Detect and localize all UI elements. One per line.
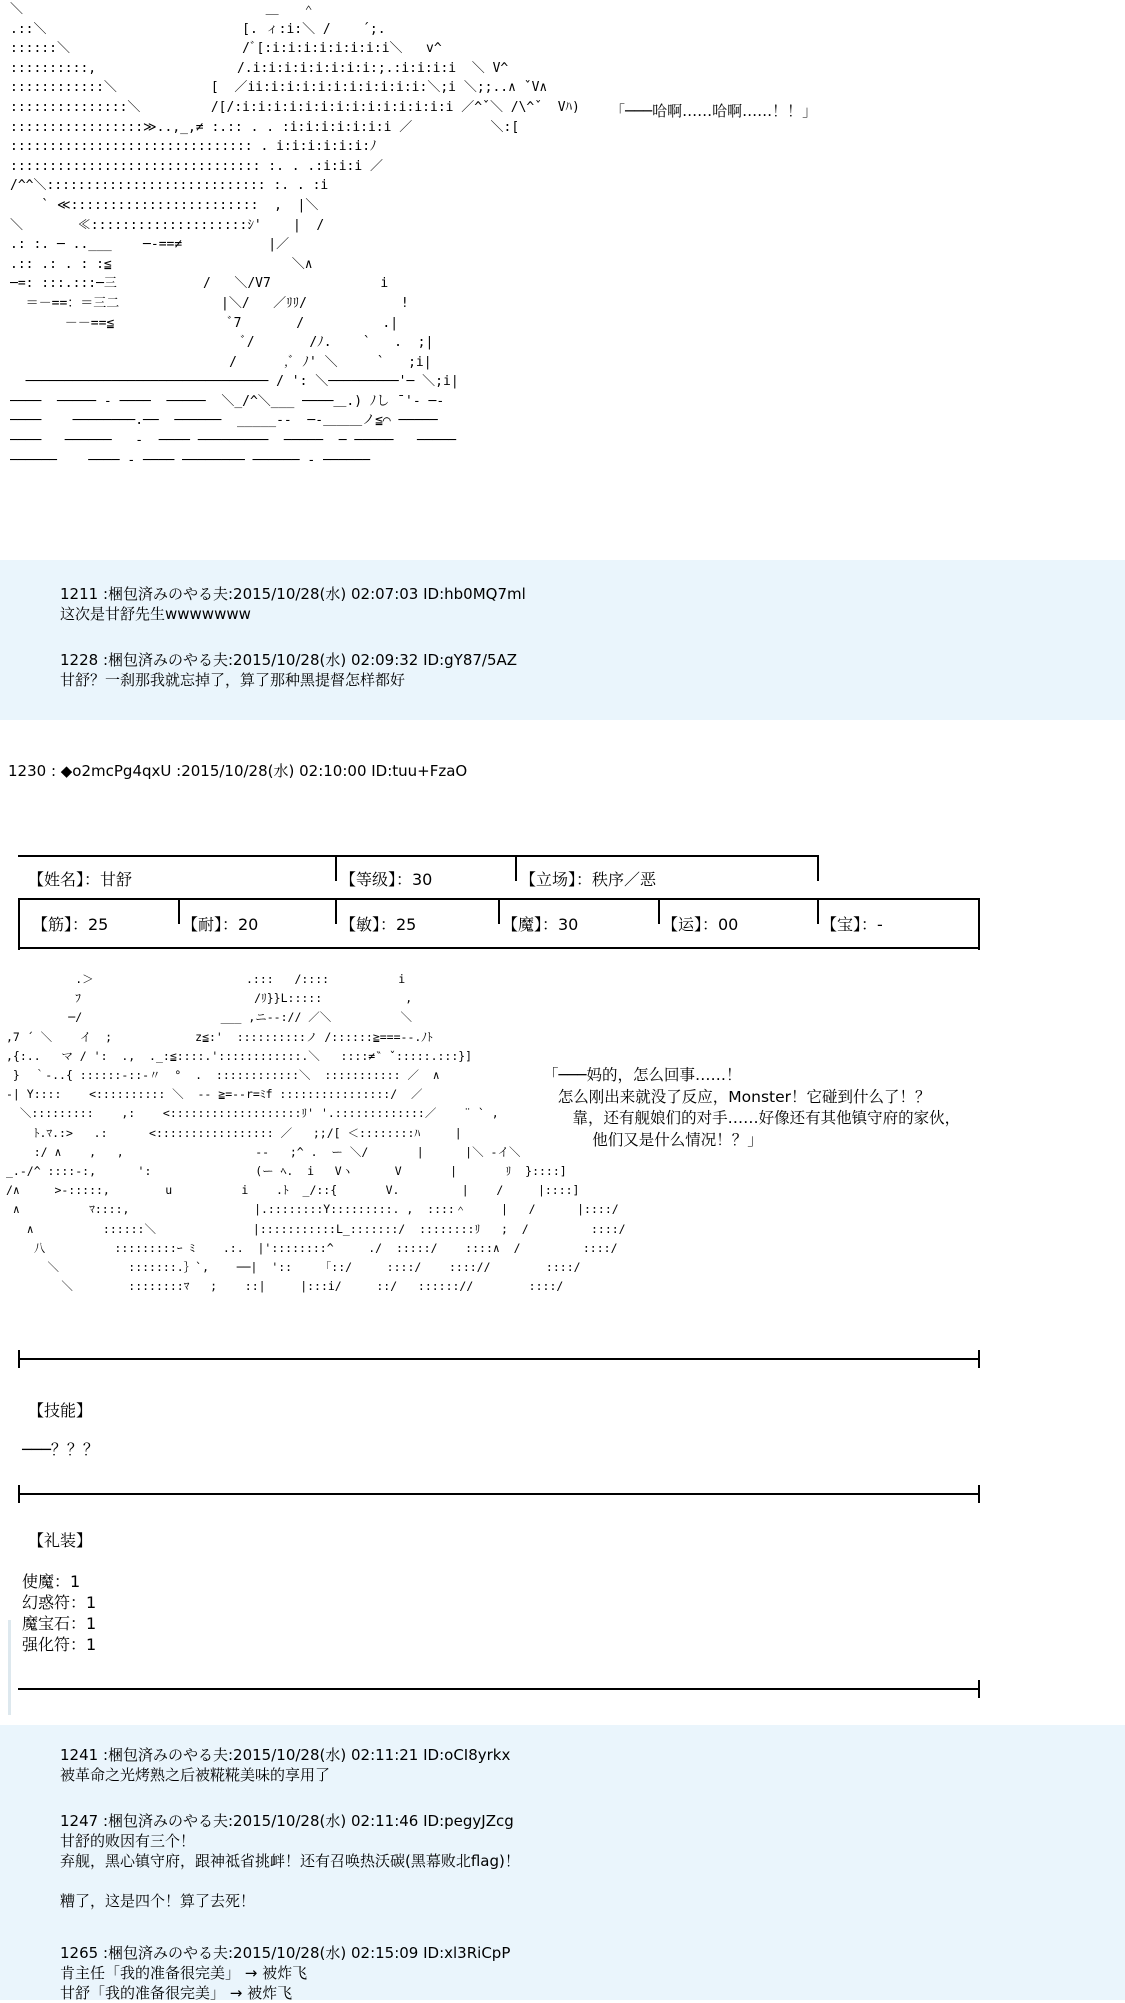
sheet-divider (978, 1485, 980, 1503)
mystic-code-item: 幻惑符：1 (22, 1593, 97, 1612)
mystic-code-label: 【礼装】 (28, 1531, 93, 1550)
comment-header: 1265 :梱包済みのやる夫:2015/10/28(水) 02:15:09 ID:xl3RiCpP (60, 1944, 511, 1962)
sheet-divider (335, 898, 337, 924)
post-margin-bar (8, 1620, 11, 1715)
sheet-divider (515, 855, 517, 881)
sheet-divider (18, 1485, 20, 1503)
sheet-divider (178, 898, 180, 924)
comment-header: 1241 :梱包済みのやる夫:2015/10/28(水) 02:11:21 ID:oCI8yrkx (60, 1746, 511, 1764)
comment-block-1 (0, 560, 1125, 720)
comment-block-2 (0, 1725, 1125, 2000)
comment (60, 650, 517, 690)
sheet-divider (18, 1350, 20, 1368)
skills-label: 【技能】 (28, 1401, 93, 1420)
sheet-level: 【等级】：30 (340, 870, 433, 889)
sheet-name: 【姓名】：甘舒 (28, 870, 133, 889)
sheet-divider (18, 898, 20, 950)
mystic-code-item: 使魔：1 (22, 1572, 81, 1591)
sheet-rule (18, 947, 980, 949)
comment-text: 甘舒「我的准备很完美」 → 被炸飞 (60, 1984, 293, 2002)
art-speech-text: 「───妈的，怎么回事……！ 怎么刚出来就没了反应，Monster！它碰到什么了！？ 靠，还有舰娘们的对手……好像还有其他镇守府的家伙， 他们又是什么情况！？」 (543, 1066, 961, 1149)
comment (60, 584, 526, 624)
comment-text: 肯主任「我的准备很完美」 → 被炸飞 (60, 1964, 308, 1982)
sheet-divider (978, 1680, 980, 1698)
sheet-stat-luck: 【运】：00 (662, 915, 739, 934)
comment-text (60, 1871, 520, 1891)
sheet-stat-np: 【宝】：- (821, 915, 883, 934)
sheet-rule (18, 1358, 980, 1360)
sheet-stat-agi: 【敏】：25 (340, 915, 417, 934)
sheet-stat-str: 【筋】：25 (32, 915, 109, 934)
comment (60, 1811, 520, 1911)
sheet-stat-con: 【耐】：20 (182, 915, 259, 934)
comment-text: 被革命之光烤熟之后被糀糀美味的享用了 (60, 1766, 331, 1784)
ascii-art-middle: .＞ .::: /:::: i ﾌ /ﾘ}}L::::: , ─/ ___ ,ニ--:// ／＼ ＼ ,7 ´ ＼ イ ; z≦:' ::::::::::ノ /::::::≧===--.ﾉﾄ ,{:.. マ / ': ., ._:≦::::.'::::::::::::.＼ ::::≠‶ ˇ:::::.:::}] } ｀-..{ ::::::-::-〃 ° . ::::::::::::＼ ::::::::::: ／ ∧ -| Y:::: <:::::::::: ＼ -- ≧=--r=ﾐf ::::::::::::::::/ ／ ＼::::::::: ,: <:::::::::::::::::::ﾘ' '.:::::::::::::／ ¨ ` , ﾄ.ﾏ.:> .: <::::::::::::::::: ／ ;;/[ ＜::::::::ﾊ | :/ ∧ , , -- ;^ . ー ＼/ | |＼ -イ＼ _.-/^ ::::-:, ': (ー ﾍ. i Vヽ V | ﾘ }::::] /∧ >-:::::, u i .ﾄ _/::{ V. | / |::::] ∧ ﾏ::::, |.::::::::Y:::::::::. , ::::＾ | / |::::/ ∧ ::::::＼ |:::::::::::L_:::::::/ ::::::::ﾘ ; / ::::/ 八 :::::::::ｰ ﾐ .:. |'::::::::^ ./ :::::/ ::::∧ / ::::/ ＼ :::::::.｝`, ──| ':: 「::/ ::::/ ::::// ::::/ ＼ ::::::::ﾏ ; ::| |:::i/ ::/ ::::::// ::::/ (6, 972, 626, 1294)
comment-text: 这次是甘舒先生wwwwwww (60, 605, 251, 623)
sheet-alignment: 【立场】：秩序／恶 (520, 870, 657, 889)
post-header: 1230 : ◆o2mcPg4qxU :2015/10/28(水) 02:10:00 ID:tuu+FzaO (8, 762, 468, 780)
sheet-divider (978, 898, 980, 950)
skills-value: ───？？？ (22, 1440, 99, 1459)
comment-text: 弃舰，黑心镇守府，跟神祗省挑衅！还有召唤热沃碳(黑幕败北flag)！ (60, 1852, 520, 1870)
comment-header: 1211 :梱包済みのやる夫:2015/10/28(水) 02:07:03 ID:hb0MQ7ml (60, 585, 526, 603)
comment-text: 糟了，这是四个！算了去死！ (60, 1892, 256, 1910)
sheet-divider (335, 855, 337, 881)
mystic-code-item: 强化符：1 (22, 1635, 97, 1654)
sheet-stat-mag: 【魔】：30 (502, 915, 579, 934)
art-shout-text: 「───哈啊……哈啊……！！」 (610, 102, 818, 120)
comment (60, 1943, 510, 2003)
mystic-code-item: 魔宝石：1 (22, 1614, 97, 1633)
sheet-divider (658, 898, 660, 924)
comment-header: 1247 :梱包済みのやる夫:2015/10/28(水) 02:11:46 ID:pegyJZcg (60, 1812, 514, 1830)
comment-text: 甘舒的败因有三个！ (60, 1832, 196, 1850)
ascii-art-top: ＼ ＿ ＾ .::＼ [. ィ:i:＼ / ´;. ::::::＼ /ﾞ[:i:i:i:i:i:i:i:i＼ v^ ::::::::::, /.i:i:i:i:i:i:i:i:;.:i:i:i:i ＼ V^ ::::::::::::＼ [ ／ii:i:i:i:i:i:i:i:i:i:i:＼;i ＼;;..∧ ˇV∧ :::::::::::::::＼ /[/:i:i:i:i:i:i:i:i:i:i:i:i:i:i ／^ˇ＼ /\^ˇ Vﾊ) :::::::::::::::::≫..,_,≠ :.:: . . :i:i:i:i:i:i:i ／ ＼:[ ::::::::::::::::::::::::::::::: . i:i:i:i:i:i:ﾉ :::::::::::::::::::::::::::::::: :. . .:i:i:i ／ /^^＼:::::::::::::::::::::::::::: :. . :i ` ≪:::::::::::::::::::::::: , |＼ ＼ ≪::::::::::::::::::::ｼ' | / .: :. ─ ..___ ─-==≠ |／ .:: .: . : :≦ ＼∧ ─=: :::.:::─三 / ＼/V7 i ＝－==：＝三二 |＼/ ／ﾘﾘ/ ! －－==≦ ﾞ7 / .| ﾞ/ /ﾉ. ` . ;| / ,ﾞ ﾉ' ＼ ` ;i| ─────────────────────────────── / ': ＼─────────'─ ＼;i| ──── ───── - ──── ───── ＼_/^＼___ ────＿.) ﾉし ̄ '- ─- ──── ────────.── ────── _____-- ─-＿＿＿ノ≦⌒ ───── ──── ────── - ──── ───────── ───── ─ ───── ───── ────── ──── - ──── ──────── ────── - ────── (10, 2, 580, 468)
sheet-divider (498, 898, 500, 924)
comment-header: 1228 :梱包済みのやる夫:2015/10/28(水) 02:09:32 ID:gY87/5AZ (60, 651, 518, 669)
sheet-rule (18, 1493, 980, 1495)
sheet-divider (817, 855, 819, 881)
sheet-divider (978, 1350, 980, 1368)
sheet-rule (18, 855, 818, 857)
sheet-rule (18, 1688, 980, 1690)
comment (60, 1745, 510, 1785)
comment-text: 甘舒？一刹那我就忘掉了，算了那种黑提督怎样都好 (60, 671, 406, 689)
sheet-divider (817, 898, 819, 924)
